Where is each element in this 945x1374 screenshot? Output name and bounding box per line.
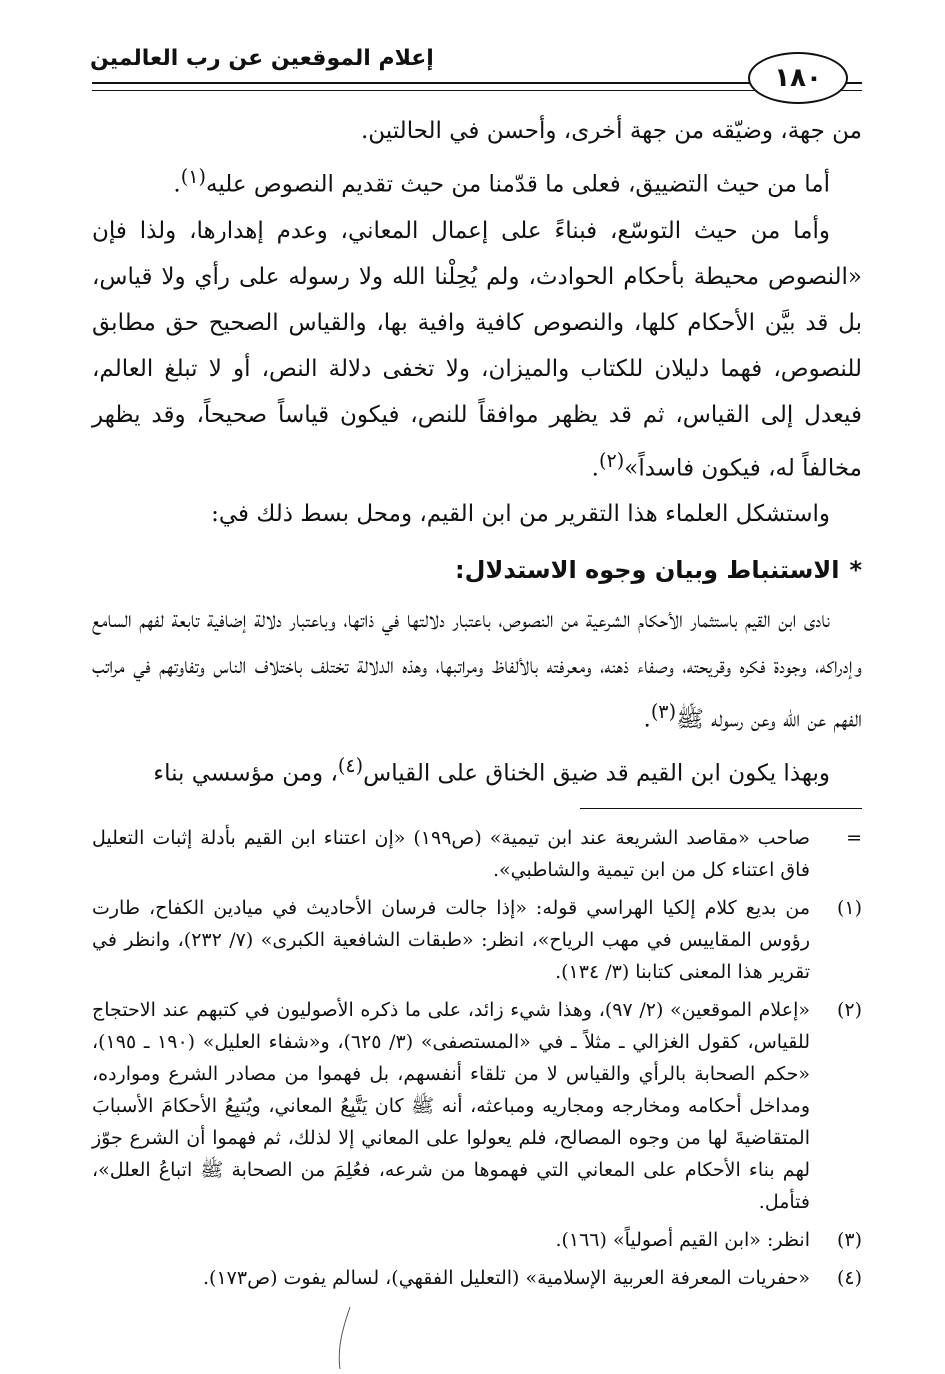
- footnote: [92, 892, 862, 988]
- punctuation: .: [643, 706, 651, 733]
- footnote-reference: (٤): [337, 753, 364, 777]
- footnote: [92, 822, 862, 886]
- footnote-reference: (٢): [598, 448, 625, 472]
- footnote-reference: (٣): [650, 700, 677, 724]
- paragraph: [92, 743, 862, 797]
- punctuation: .: [591, 455, 599, 482]
- footnote: [92, 1262, 862, 1294]
- running-title: إعلام الموقعين عن رب العالمين: [90, 46, 434, 71]
- footnote-mark: (٢): [836, 999, 862, 1021]
- footnote-text: من بديع كلام إلكيا الهراسي قوله: «إذا جالت فرسان الأحاديث في ميادين الكفاح، طارت رؤوس المقاييس في مهب الرياح»، انظر: «طبقات الشافعية الكبرى» (٧/ ٢٣٢)، وانظر في تقرير هذا المعنى كتابنا (٣/ ١٣٤).: [92, 897, 810, 983]
- punctuation: .: [173, 171, 181, 198]
- paragraph: [92, 597, 862, 743]
- footnote-text: «حفريات المعرفة العربية الإسلامية» (التعليل الفقهي)، لسالم يفوت (ص١٧٣).: [203, 1267, 810, 1289]
- paragraph: [92, 208, 862, 492]
- main-text: [92, 108, 862, 797]
- footnote: [92, 1224, 862, 1256]
- footnote-text: صاحب «مقاصد الشريعة عند ابن تيمية» (ص١٩٩) «إن اعتناء ابن القيم بأدلة إثبات التعليل فاق اعتناء كل من ابن تيمية والشاطبي».: [92, 827, 810, 881]
- footnote: [92, 994, 862, 1218]
- header-rule: [92, 82, 862, 84]
- section-heading: [92, 547, 862, 593]
- heading-star: *: [849, 556, 862, 585]
- footnote-mark: =: [846, 827, 862, 849]
- page-number: ١٨٠: [748, 52, 848, 104]
- paragraph-text: واستشكل العلماء هذا التقرير من ابن القيم، ومحل بسط ذلك في:: [211, 501, 830, 528]
- footnote-text: انظر: «ابن القيم أصولياً» (١٦٦).: [555, 1229, 810, 1251]
- paragraph: [92, 154, 862, 208]
- paragraph-text: أما من حيث التضييق، فعلى ما قدّمنا من حيث تقديم النصوص عليه: [206, 171, 830, 198]
- footnote-reference: (١): [180, 165, 206, 188]
- footnote-mark: (٤): [836, 1267, 862, 1289]
- paragraph-text: ، ومن مؤسسي بناء: [153, 760, 338, 787]
- paragraph: [92, 491, 862, 537]
- footnote-mark: (١): [836, 897, 862, 919]
- header-rule-thin: [92, 90, 862, 91]
- paragraph: [92, 108, 862, 154]
- footnote-mark: (٣): [836, 1229, 862, 1251]
- footnote-text: «إعلام الموقعين» (٢/ ٩٧)، وهذا شيء زائد، على ما ذكره الأصوليون في كتبهم عند الاحتجاج للقياس، كقول الغزالي ـ مثلاً ـ في «المستصفى» (٣/ ٦٢٥)، و«شفاء العليل» (١٩٠ ـ ١٩٥)، «حكم الصحابة بالرأي والقياس لا من تلقاء أنفسهم، بل فهموا من مصادر الشرع وموارده، ومداخل أحكامه ومخارجه ومجاريه ومباعثه، أنه ﷺ كان يَتَّبِعُ المعاني، ويُتبِعُ الأحكامَ الأسبابَ المتقاضيةَ لها من وجوه المصالح، فلم يعولوا على المعاني إلا لذلك، ثم فهموا أن الشرع جوّز لهم بناء الأحكام على المعاني التي فهموها من شرعه، فعُلِمَ من الصحابة ﷺ اتباعُ العلل»، فتأمل.: [92, 999, 810, 1213]
- paragraph-text: وأما من حيث التوسّع، فبناءً على إعمال المعاني، وعدم إهدارها، ولذا فإن «النصوص محيطة بأحكام الحوادث، ولم يُحِلْنا الله ولا رسوله على رأي ولا قياس، بل قد بيَّن الأحكام كلها، والنصوص كافية وافية بها، والقياس الصحيح حق مطابق للنصوص، فهما دليلان للكتاب والميزان، ولا تخفى دلالة النص، أو لا تبلغ العالم، فيعدل إلى القياس، ثم قد يظهر موافقاً للنص، فيكون قياساً صحيحاً، وقد يظهر مخالفاً له، فيكون فاسداً»: [92, 217, 862, 482]
- footnote-separator: [580, 808, 862, 809]
- pencil-mark: [336, 1305, 352, 1371]
- footnotes: [92, 822, 862, 1300]
- paragraph-text: نادى ابن القيم باستثمار الأحكام الشرعية من النصوص، باعتبار دلالتها في ذاتها، وباعتبار دلالة إضافية تابعة لفهم السامع وإدراكه، وجودة فكره وقريحته، وصفاء ذهنه، ومعرفته بالألفاظ ومراتبها، وهذه الدلالة تختلف باختلاف الناس وتفاوتهم في مراتب الفهم عن الله وعن رسوله ﷺ: [92, 607, 862, 733]
- paragraph-text: من جهة، وضيّقه من جهة أخرى، وأحسن في الحالتين.: [360, 118, 862, 144]
- heading-text: الاستنباط وبيان وجوه الاستدلال:: [455, 556, 840, 585]
- paragraph-text: وبهذا يكون ابن القيم قد ضيق الخناق على القياس: [363, 760, 830, 787]
